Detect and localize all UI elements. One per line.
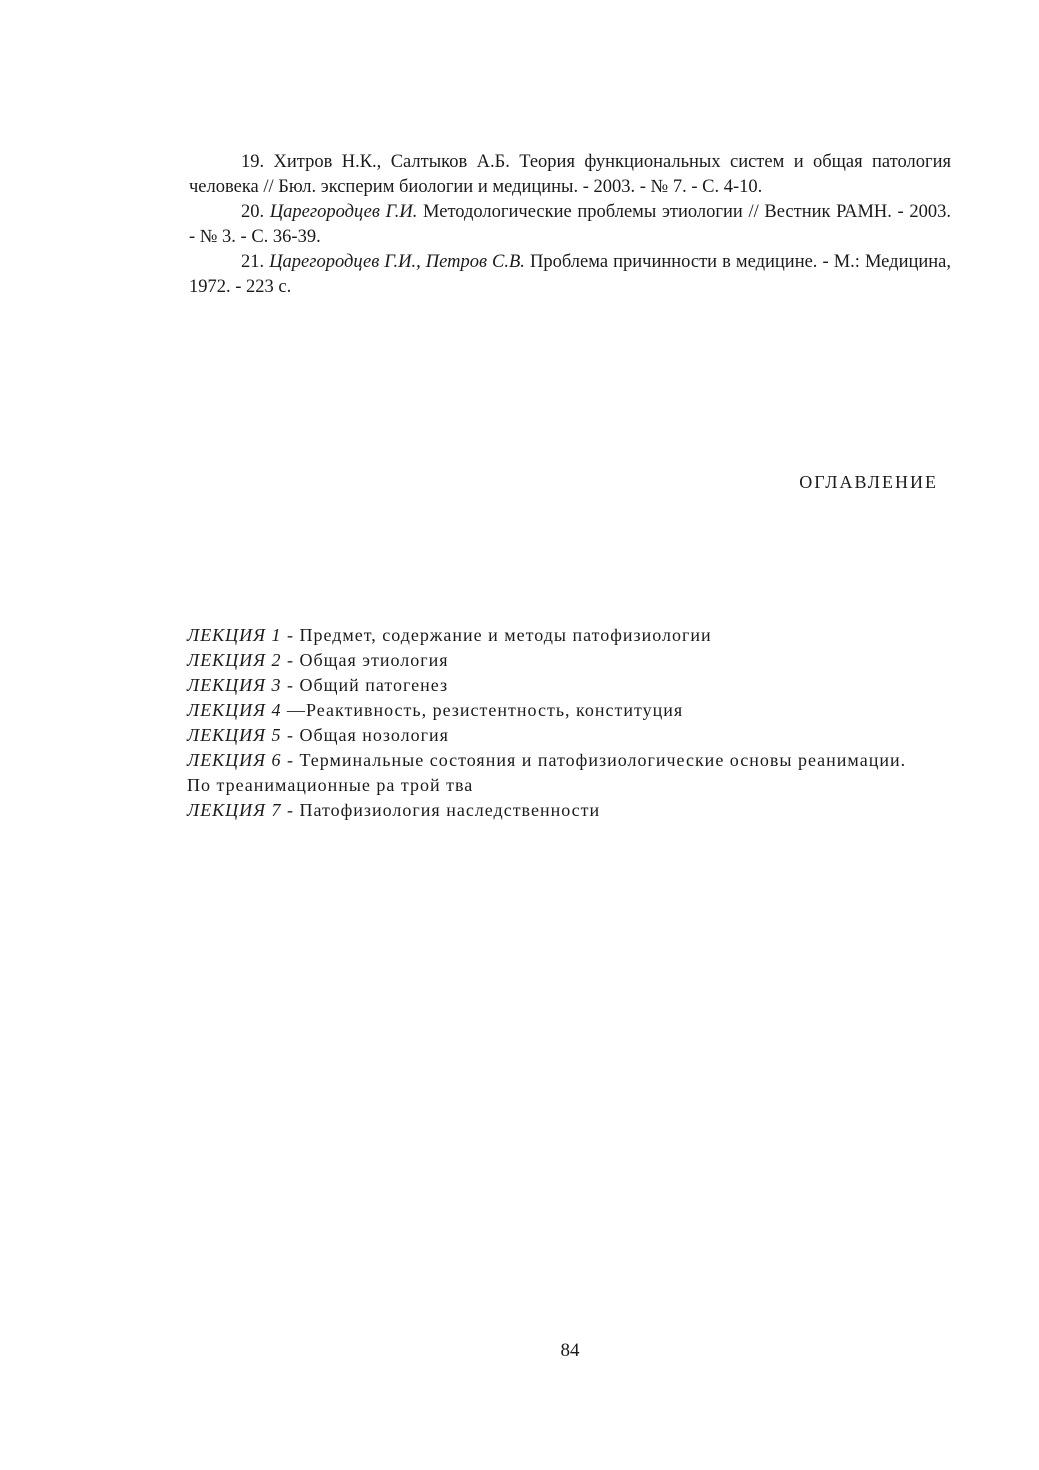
toc-item: [187, 623, 907, 648]
toc-separator: -: [281, 750, 300, 770]
toc-title: ОГЛАВЛЕНИЕ: [799, 472, 938, 492]
reference-item: [189, 200, 951, 250]
reference-number: 20.: [241, 202, 265, 222]
reference-number: 21.: [241, 252, 265, 272]
toc-item: [187, 648, 907, 673]
toc-lecture-label: ЛЕКЦИЯ 3: [187, 675, 282, 695]
toc-separator: -: [281, 625, 300, 645]
reference-text: Хитров Н.К., Салтыков А.Б. Теория функциональных систем и общая патология человека // Бюл. эксперим биологии и медицины. - 2003. - № 7. - С. 4-10.: [189, 152, 951, 197]
toc-item: [187, 723, 907, 748]
toc-item: [187, 698, 907, 723]
toc-separator: -: [281, 800, 300, 820]
reference-number: 19.: [241, 152, 265, 172]
toc-separator: -: [281, 650, 300, 670]
reference-author: Царегородцев Г.И., Петров С.В.: [269, 252, 525, 272]
toc-separator: -: [281, 675, 300, 695]
toc-item-title: Предмет, содержание и методы патофизиологии: [299, 625, 712, 645]
toc-separator: -: [281, 725, 300, 745]
reference-item: [189, 150, 951, 200]
toc-item-title: Общий патогенез: [299, 675, 449, 695]
page-number: 84: [560, 1340, 580, 1361]
toc-item: [187, 673, 907, 698]
reference-item: [189, 250, 951, 300]
toc-item-title: Общая нозология: [299, 725, 449, 745]
toc-item-title: Патофизиология наследственности: [299, 800, 601, 820]
toc-item-title: Реактивность, резистентность, конституция: [305, 700, 684, 720]
toc-lecture-label: ЛЕКЦИЯ 6: [187, 750, 282, 770]
toc-item-title: Терминальные состояния и патофизиологические основы реанимации. По треанимационные ра трой тва: [187, 750, 907, 795]
reference-author: Царегородцев Г.И.: [269, 202, 418, 222]
reference-text: Проблема причинности в медицине. - М.: Медицина, 1972. - 223 с.: [189, 252, 952, 297]
toc-lecture-label: ЛЕКЦИЯ 1: [187, 625, 282, 645]
toc-item-title: Общая этиология: [299, 650, 449, 670]
table-of-contents: [187, 623, 907, 823]
toc-separator: —: [281, 700, 306, 720]
toc-item: [187, 748, 907, 798]
toc-lecture-label: ЛЕКЦИЯ 7: [187, 800, 282, 820]
toc-lecture-label: ЛЕКЦИЯ 2: [187, 650, 282, 670]
toc-item: [187, 798, 907, 823]
toc-lecture-label: ЛЕКЦИЯ 5: [187, 725, 282, 745]
reference-list: [189, 150, 951, 300]
reference-text: Методологические проблемы этиологии // Вестник РАМН. - 2003. - № 3. - С. 36-39.: [189, 202, 952, 247]
toc-lecture-label: ЛЕКЦИЯ 4: [187, 700, 282, 720]
